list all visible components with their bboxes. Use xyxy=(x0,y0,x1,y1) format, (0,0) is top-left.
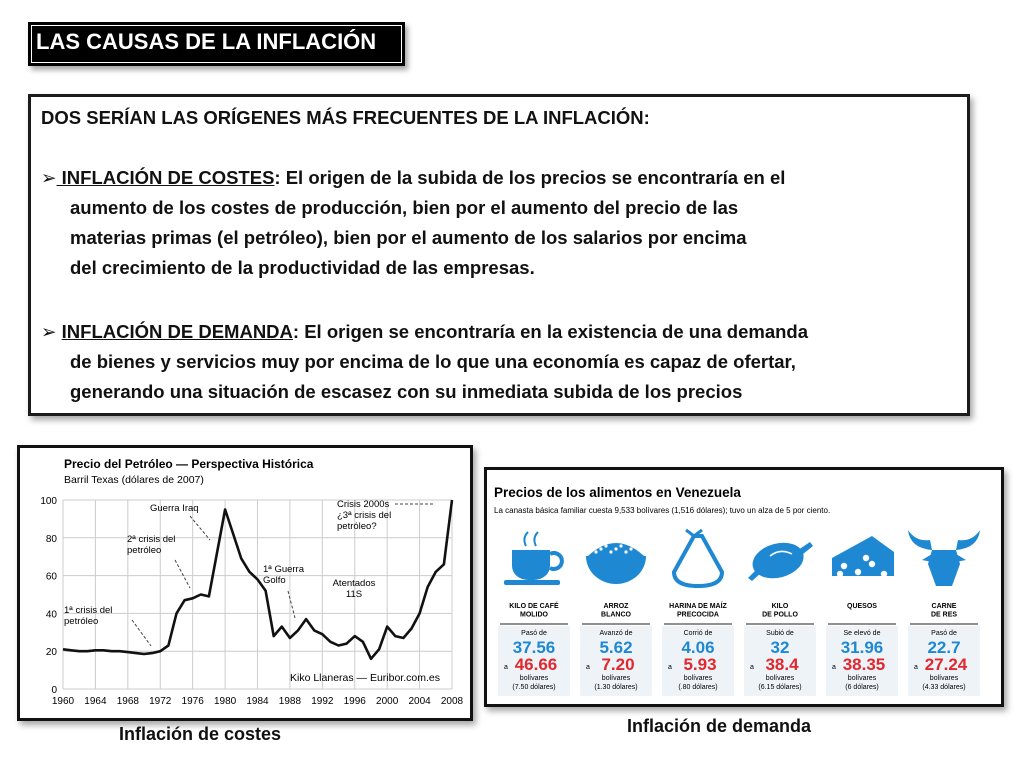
caption-demanda: Inflación de demanda xyxy=(627,716,812,736)
food-price-unit: bolívares xyxy=(929,675,959,682)
intro-heading: DOS SERÍAN LAS ORÍGENES MÁS FRECUENTES DE LA INFLACIÓN: xyxy=(41,107,650,128)
food-item-name: DE POLLO xyxy=(762,611,798,619)
food-item-name: PRECOCIDA xyxy=(676,611,720,619)
food-item-column xyxy=(826,536,898,696)
annotation-leader xyxy=(288,591,295,618)
y-tick-label: 20 xyxy=(45,647,57,659)
bullet-costes xyxy=(41,163,961,283)
food-item-name: KILO DE CAFÉ xyxy=(509,603,559,610)
x-tick-label: 2000 xyxy=(376,696,399,707)
food-price-a: a xyxy=(750,664,754,671)
food-price-to: 5.93 xyxy=(683,655,717,674)
chart-title: Precio del Petróleo — Perspectiva Histórica xyxy=(64,457,314,471)
annotation-label: Golfo xyxy=(263,575,286,586)
food-item-column xyxy=(908,530,980,696)
food-price-a: a xyxy=(832,664,836,671)
rice-bowl-icon xyxy=(586,543,646,584)
bullet-demanda-term: INFLACIÓN DE DEMANDA xyxy=(61,321,293,342)
annotation-label: Guerra Iraq xyxy=(150,503,199,514)
annotation-label: 11S xyxy=(345,589,363,600)
annotation-label: petróleo? xyxy=(337,521,377,532)
food-price-a: a xyxy=(914,664,918,671)
bullet-costes-line4: del crecimiento de la productividad de las empresas. xyxy=(70,257,535,278)
slide-title-box xyxy=(28,22,405,66)
bullet-demanda xyxy=(41,317,961,407)
food-price-to: 38.4 xyxy=(765,655,799,674)
food-item-name: MOLIDO xyxy=(520,611,548,619)
annotation-label: 2ª crisis del xyxy=(127,534,176,545)
food-item-name: ARROZ xyxy=(603,603,629,610)
food-price-usd: (6 dólares) xyxy=(845,684,879,691)
cheese-icon xyxy=(832,536,894,577)
food-item-verb: Corrió de xyxy=(683,630,713,637)
chart-credit: Kiko Llaneras — Euribor.com.es xyxy=(290,672,440,684)
food-subtitle: La canasta básica familiar cuesta 9,533 bolívares (1,516 dólares); tuvo un alza de 5 por ciento. xyxy=(494,506,831,515)
food-item-name: BLANCO xyxy=(601,611,631,619)
food-price-from: 32 xyxy=(770,638,790,657)
food-item-name: CARNE xyxy=(931,603,957,610)
food-price-usd: (6.15 dólares) xyxy=(758,684,802,691)
text-block xyxy=(28,94,970,416)
x-tick-label: 2004 xyxy=(408,696,431,707)
y-tick-label: 40 xyxy=(45,609,57,621)
food-item-verb: Se elevó de xyxy=(843,630,881,637)
annotation-label: 1ª crisis del xyxy=(64,605,113,616)
bullet-costes-line1 xyxy=(41,163,961,193)
food-item-name: DE RES xyxy=(930,611,958,619)
food-item-name: HARINA DE MAÍZ xyxy=(669,603,727,610)
food-price-to: 27.24 xyxy=(924,655,968,674)
x-tick-label: 1960 xyxy=(51,696,75,707)
food-price-a: a xyxy=(504,664,508,671)
y-tick-label: 80 xyxy=(45,533,57,545)
y-tick-label: 60 xyxy=(45,571,57,583)
food-price-from: 31.96 xyxy=(840,638,884,657)
flour-bag-icon xyxy=(674,530,722,586)
x-tick-label: 1972 xyxy=(149,696,172,707)
bullet-costes-line2: aumento de los costes de producción, bien por el aumento del precio de las xyxy=(70,197,739,218)
oil-price-chart-frame xyxy=(17,445,473,721)
bullet-demanda-line3: generando una situación de escasez con su inmediata subida de los precios xyxy=(70,381,743,402)
x-tick-label: 1992 xyxy=(311,696,334,707)
food-prices-infographic xyxy=(487,470,995,698)
oil-price-chart xyxy=(20,448,464,712)
x-tick-label: 1964 xyxy=(84,696,107,707)
food-price-unit: bolívares xyxy=(601,675,631,682)
x-tick-label: 1980 xyxy=(213,696,237,707)
food-item-verb: Subió de xyxy=(766,630,794,637)
x-tick-label: 1984 xyxy=(246,696,269,707)
x-tick-label: 1996 xyxy=(343,696,366,707)
food-item-column xyxy=(662,530,734,696)
y-tick-label: 0 xyxy=(51,685,57,696)
food-price-from: 22.7 xyxy=(927,638,961,657)
food-item-column xyxy=(498,532,570,696)
bullet-costes-term: INFLACIÓN DE COSTES xyxy=(56,167,275,188)
arrow-bullet-icon: ➢ xyxy=(41,321,57,342)
chicken-icon xyxy=(748,537,813,583)
food-price-a: a xyxy=(586,664,590,671)
annotation-label: Atentados xyxy=(332,578,376,589)
x-tick-label: 1976 xyxy=(181,696,204,707)
food-prices-frame xyxy=(484,467,1004,707)
food-price-to: 38.35 xyxy=(842,655,886,674)
food-columns xyxy=(498,530,980,696)
annotation-label: Crisis 2000s xyxy=(337,499,390,510)
food-price-unit: bolívares xyxy=(847,675,877,682)
food-item-column xyxy=(580,543,652,696)
food-price-unit: bolívares xyxy=(519,675,549,682)
food-price-usd: (7.50 dólares) xyxy=(512,684,556,691)
slide-title: LAS CAUSAS DE LA INFLACIÓN xyxy=(36,29,377,54)
food-item-name: QUESOS xyxy=(847,603,877,610)
food-item-verb: Pasó de xyxy=(521,630,547,637)
bullet-demanda-line1 xyxy=(41,317,961,347)
arrow-bullet-icon: ➢ xyxy=(41,167,57,188)
annotation-label: ¿3ª crisis del xyxy=(337,510,392,521)
annotation-leader xyxy=(175,560,190,588)
bullet-demanda-line2: de bienes y servicios muy por encima de lo que una economía es capaz de ofertar, xyxy=(70,351,796,372)
food-price-to: 46.66 xyxy=(514,655,558,674)
food-price-unit: bolívares xyxy=(765,675,795,682)
food-item-verb: Pasó de xyxy=(931,630,957,637)
food-price-from: 37.56 xyxy=(512,638,556,657)
bullet-costes-text: : El origen de la subida de los precios se encontraría en el xyxy=(274,167,786,188)
x-tick-label: 2008 xyxy=(440,696,464,707)
food-price-to: 7.20 xyxy=(601,655,635,674)
food-price-from: 5.62 xyxy=(599,638,633,657)
food-item-column xyxy=(744,537,816,696)
y-tick-label: 100 xyxy=(40,496,57,507)
food-item-name: KILO xyxy=(771,603,789,610)
coffee-cup-icon xyxy=(504,532,562,585)
food-price-unit: bolívares xyxy=(683,675,713,682)
bullet-costes-line3: materias primas (el petróleo), bien por el aumento de los salarios por encima xyxy=(70,227,747,248)
annotation-label: 1ª Guerra xyxy=(263,564,305,575)
annotation-label: petróleo xyxy=(64,616,99,627)
food-price-usd: (.80 dólares) xyxy=(678,684,718,691)
food-price-a: a xyxy=(668,664,672,671)
food-price-usd: (4.33 dólares) xyxy=(922,684,966,691)
annotation-label: petróleo xyxy=(127,545,162,556)
x-tick-label: 1988 xyxy=(278,696,302,707)
food-price-usd: (1.30 dólares) xyxy=(594,684,638,691)
food-item-verb: Avanzó de xyxy=(599,630,633,637)
food-title: Precios de los alimentos en Venezuela xyxy=(494,485,741,500)
bullet-demanda-text: : El origen se encontraría en la existencia de una demanda xyxy=(292,321,808,342)
bull-head-icon xyxy=(908,530,980,586)
chart-subtitle: Barril Texas (dólares de 2007) xyxy=(64,474,204,486)
caption-costes: Inflación de costes xyxy=(119,724,282,744)
x-tick-label: 1968 xyxy=(116,696,139,707)
annotation-leader xyxy=(132,620,151,646)
chart-grid xyxy=(63,500,452,689)
food-price-from: 4.06 xyxy=(681,638,715,657)
